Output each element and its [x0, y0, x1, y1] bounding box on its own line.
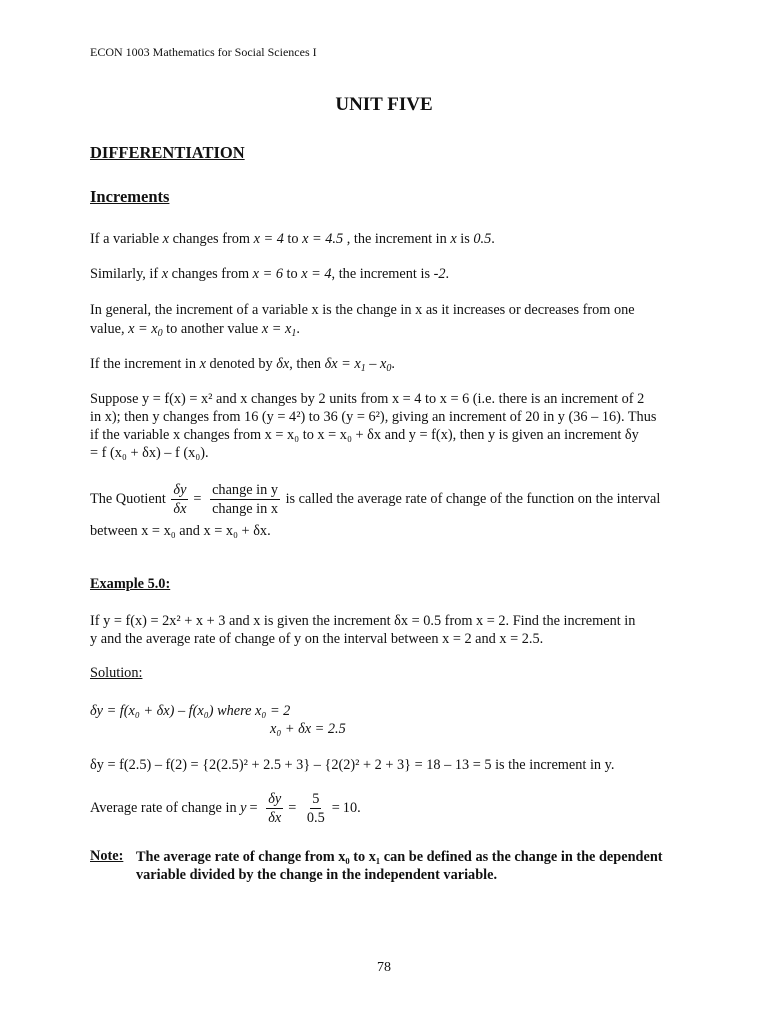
- fraction-denominator: δx: [173, 501, 187, 517]
- average-rate-line: Average rate of change in y = $\frac{\delta y}{\delta x}$ = $\frac{5}{0.5}$ = 10.: [90, 791, 361, 826]
- paragraph-general-line-2: [90, 320, 300, 343]
- text: Similarly, if: [90, 266, 162, 282]
- math-expr: – x: [365, 356, 387, 372]
- text: changes from: [168, 266, 253, 282]
- text: to another value: [162, 321, 262, 337]
- note-text: The average rate of change from x₀ to x₁ can be defined as the change in the dependent variable divided by the change in the independent variable.: [136, 849, 663, 883]
- fraction-values: [305, 790, 327, 827]
- text: is called the average rate of change of the function on the interval: [285, 490, 661, 507]
- math-expr: x = 4: [253, 231, 284, 247]
- text: denoted by: [205, 356, 277, 372]
- paragraph-suppose-line-3: if the variable x changes from x = x₀ to x = x₀ + δx and y = f(x), then y is given an increment δy: [90, 427, 639, 443]
- math-var: x: [199, 356, 206, 372]
- math-expr: δx = x: [324, 356, 361, 372]
- solution-equation-2: δy = f(2.5) – f(2) = {2(2.5)² + 2.5 + 3} – {2(2)² + 2 + 3} = 18 – 13 = 5 is the increment in y.: [90, 757, 615, 773]
- text: .: [357, 799, 361, 816]
- subsection-title: Increments: [90, 187, 170, 206]
- text: .: [296, 321, 300, 337]
- paragraph-increment-example-1: [90, 230, 495, 248]
- math-expr: x = x: [261, 321, 292, 337]
- paragraph-increment-example-2: [90, 265, 449, 283]
- text: changes from: [169, 231, 254, 247]
- text: Average rate of change in: [90, 799, 241, 816]
- text: If the increment in: [90, 356, 200, 372]
- paragraph-suppose-line-1: Suppose y = f(x) = x² and x changes by 2 units from x = 4 to x = 6 (i.e. there is an increment of 2: [90, 391, 645, 407]
- text: , the increment is: [331, 266, 434, 282]
- solution-equation-1: δy = f(x₀ + δx) – f(x₀) where x₀ = 2: [90, 703, 291, 719]
- text: .: [491, 231, 495, 247]
- unit-title: UNIT FIVE: [335, 94, 433, 115]
- text: The Quotient: [90, 490, 170, 507]
- math-var: x: [162, 231, 169, 247]
- fraction-dy-dx: [171, 481, 188, 518]
- text: is: [456, 231, 474, 247]
- fraction-numerator: 5: [312, 791, 320, 807]
- math-value: 0.5: [473, 231, 492, 247]
- subscript: 0: [386, 363, 392, 374]
- math-expr: x = 4.5: [302, 231, 344, 247]
- text: .: [445, 266, 450, 282]
- example-line-1: If y = f(x) = 2x² + x + 3 and x is given the increment δx = 0.5 from x = 2. Find the increment in: [90, 613, 636, 629]
- text: to: [282, 266, 302, 282]
- note-label: Note:: [90, 848, 124, 864]
- subscript: 1: [291, 328, 297, 339]
- fraction-numerator: δy: [268, 791, 282, 807]
- fraction-dy-dx: [266, 790, 283, 827]
- text: , then: [289, 356, 325, 372]
- math-var: x: [450, 231, 457, 247]
- result-value: 10: [342, 799, 358, 816]
- text: .: [391, 356, 395, 372]
- text: , the increment in: [343, 231, 451, 247]
- fraction-denominator: 0.5: [306, 810, 325, 826]
- page-number: 78: [377, 960, 391, 975]
- paragraph-suppose-line-2: in x); then y changes from 16 (y = 4²) to 36 (y = 6²), giving an increment of 20 in y (36 – 16). Thus: [90, 409, 657, 425]
- paragraph-delta-definition: [90, 355, 395, 378]
- fraction-denominator: δx: [268, 810, 282, 826]
- subscript: 0: [157, 328, 163, 339]
- math-expr: δx: [276, 356, 290, 372]
- text: value,: [90, 321, 129, 337]
- solution-title: Solution:: [90, 665, 143, 681]
- example-title: Example 5.0:: [90, 576, 171, 592]
- quotient-definition: The Quotient $\frac{\delta y}{\delta x}$ = $\frac{\text{change in y}}{\text{change in x}}$ is called the average rate of change of the function on the interval: [90, 482, 661, 517]
- fraction-numerator: change in y: [212, 482, 278, 498]
- fraction-numerator: δy: [173, 482, 187, 498]
- paragraph-general-line-1: In general, the increment of a variable x is the change in x as it increases or decreases from one: [90, 302, 635, 318]
- math-expr: x = 4: [301, 266, 332, 282]
- math-var: y: [240, 799, 247, 816]
- course-header: ECON 1003 Mathematics for Social Sciences I: [90, 45, 317, 59]
- example-line-2: y and the average rate of change of y on the interval between x = 2 and x = 2.5.: [90, 631, 544, 647]
- math-expr: x = x: [128, 321, 158, 337]
- section-title: DIFFERENTIATION: [90, 143, 245, 162]
- math-expr: x = 6: [252, 266, 283, 282]
- fraction-denominator: change in x: [212, 501, 278, 517]
- math-value: -2: [433, 266, 446, 282]
- solution-equation-1b: x₀ + δx = 2.5: [270, 721, 346, 737]
- paragraph-suppose-line-4: = f (x₀ + δx) – f (x₀).: [90, 445, 209, 461]
- quotient-definition-line-2: between x = x₀ and x = x₀ + δx.: [90, 523, 271, 539]
- fraction-change: [210, 481, 280, 518]
- text: to: [283, 231, 303, 247]
- math-var: x: [161, 266, 169, 282]
- subscript: 1: [360, 363, 366, 374]
- text: If a variable: [90, 231, 163, 247]
